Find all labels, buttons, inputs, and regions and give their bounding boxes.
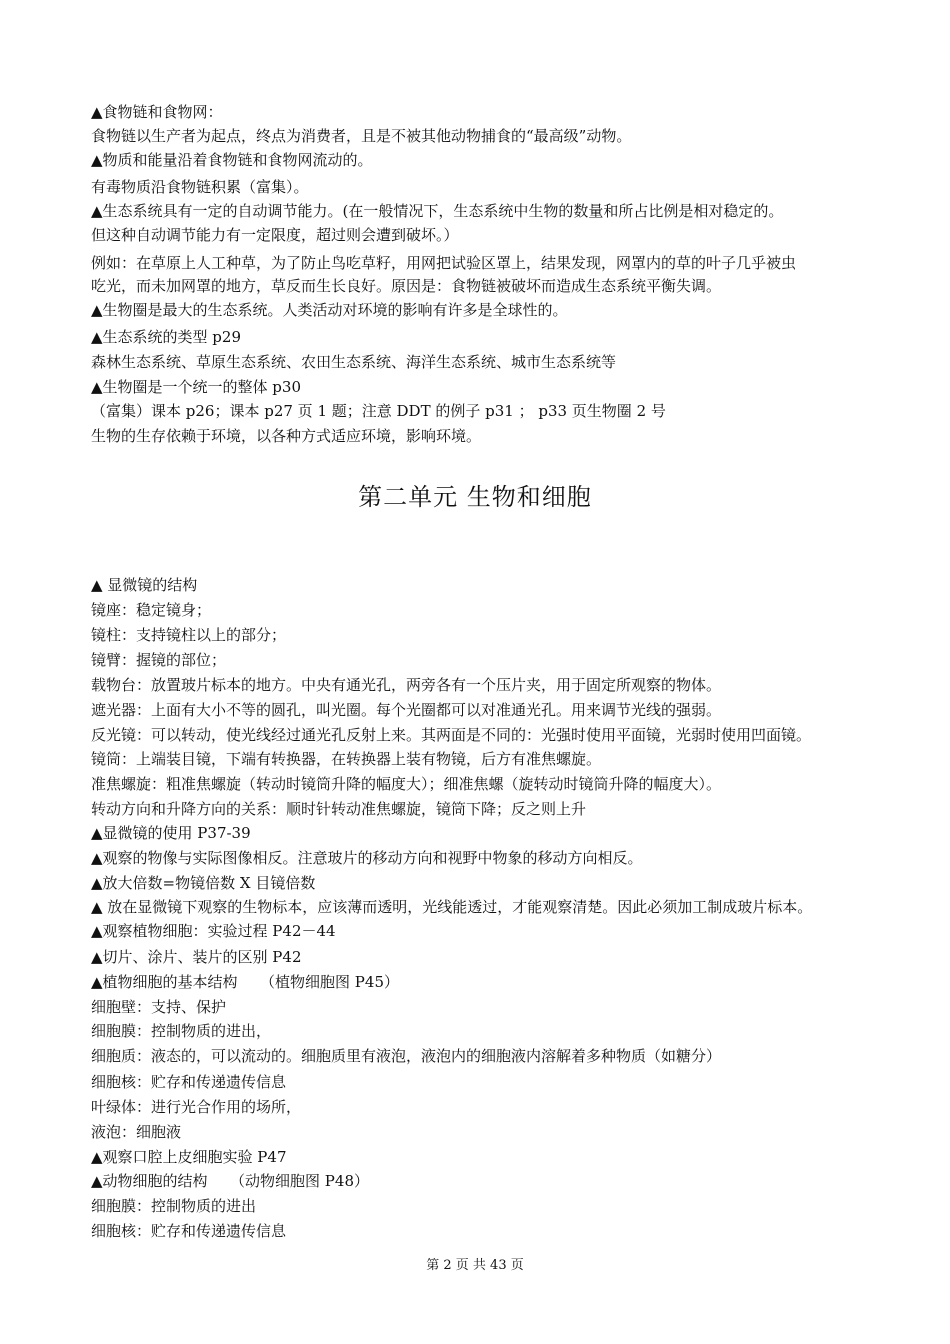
heading-oral-cell-experiment: ▲观察口腔上皮细胞实验 P47 — [91, 1148, 287, 1166]
text-line: 液泡：细胞液 — [91, 1123, 182, 1141]
heading-image-inverted: ▲观察的物像与实际图像相反。注意玻片的移动方向和视野中物象的移动方向相反。 — [91, 849, 643, 867]
heading-specimen: ▲ 放在显微镜下观察的生物标本，应该薄而透明，光线能透过，才能观察清楚。因此必须加工制成玻片标本。 — [91, 898, 813, 916]
heading-microscope-structure: ▲ 显微镜的结构 — [91, 576, 198, 594]
text-line: 细胞膜：控制物质的进出， — [91, 1022, 272, 1040]
text-line: 准焦螺旋：粗准焦螺旋（转动时镜筒升降的幅度大）；细准焦螺（旋转动时镜筒升降的幅度大）。 — [91, 775, 722, 793]
heading-slides: ▲切片、涂片、装片的区别 P42 — [91, 948, 302, 966]
heading-biosphere: ▲生物圈是最大的生态系统。人类活动对环境的影响有许多是全球性的。 — [91, 301, 568, 319]
heading-animal-cell-structure: ▲动物细胞的结构 （动物细胞图 P48） — [91, 1172, 369, 1190]
text-line: 细胞核：贮存和传递遗传信息 — [91, 1222, 287, 1240]
heading-magnification: ▲放大倍数=物镜倍数 X 目镜倍数 — [91, 874, 316, 892]
text-line: 吃光，而未加网罩的地方，草反而生长良好。原因是：食物链被破坏而造成生态系统平衡失调。 — [91, 277, 722, 295]
heading-food-chain: ▲食物链和食物网： — [91, 103, 223, 121]
text-line: 镜臂：握镜的部位； — [91, 651, 227, 669]
heading-biosphere-whole: ▲生物圈是一个统一的整体 p30 — [91, 378, 301, 396]
text-line: 镜柱：支持镜柱以上的部分； — [91, 626, 287, 644]
text-line: 反光镜：可以转动，使光线经过通光孔反射上来。其两面是不同的：光强时使用平面镜，光弱时使用凹面镜。 — [91, 726, 812, 744]
text-line: 遮光器：上面有大小不等的圆孔，叫光圈。每个光圈都可以对准通光孔。用来调节光线的强弱。 — [91, 701, 722, 719]
text-line: 载物台：放置玻片标本的地方。中央有通光孔，两旁各有一个压片夹，用于固定所观察的物体。 — [91, 676, 722, 694]
text-line: 但这种自动调节能力有一定限度，超过则会遭到破坏。） — [91, 226, 459, 244]
heading-microscope-use: ▲显微镜的使用 P37-39 — [91, 824, 251, 842]
text-line: 镜筒：上端装目镜，下端有转换器，在转换器上装有物镜，后方有准焦螺旋。 — [91, 750, 602, 768]
text-line: 镜座：稳定镜身； — [91, 601, 212, 619]
heading-plant-cell-structure: ▲植物细胞的基本结构 （植物细胞图 P45） — [91, 973, 399, 991]
text-line: 有毒物质沿食物链积累（富集）。 — [91, 178, 309, 196]
text-line: 细胞核：贮存和传递遗传信息 — [91, 1073, 287, 1091]
heading-ecosystem-types: ▲生态系统的类型 p29 — [91, 328, 241, 346]
example-text: 例如：在草原上人工种草，为了防止鸟吃草籽，用网把试验区罩上，结果发现，网罩内的草的叶子几乎被虫 — [91, 254, 797, 272]
text-line: 叶绿体：进行光合作用的场所， — [91, 1098, 302, 1116]
heading-observe-plant-cell: ▲观察植物细胞：实验过程 P42－44 — [91, 922, 336, 940]
text-line: 食物链以生产者为起点，终点为消费者，且是不被其他动物捕食的“最高级”动物。 — [91, 127, 632, 145]
unit-title: 第二单元 生物和细胞 — [358, 483, 592, 511]
text-line: 转动方向和升降方向的关系：顺时针转动准焦螺旋，镜筒下降；反之则上升 — [91, 800, 587, 818]
page-footer: 第 2 页 共 43 页 — [426, 1258, 524, 1273]
text-line: 细胞壁：支持、保护 — [91, 998, 227, 1016]
text-line: （富集）课本 p26；课本 p27 页 1 题；注意 DDT 的例子 p31 ； p33 页生物圈 2 号 — [91, 402, 666, 420]
heading-energy-flow: ▲物质和能量沿着食物链和食物网流动的。 — [91, 151, 373, 169]
text-line: 森林生态系统、草原生态系统、农田生态系统、海洋生态系统、城市生态系统等 — [91, 353, 617, 371]
text-line: 细胞膜：控制物质的进出 — [91, 1197, 257, 1215]
text-line: 生物的生存依赖于环境，以各种方式适应环境，影响环境。 — [91, 427, 482, 445]
heading-self-regulation: ▲生态系统具有一定的自动调节能力。(在一般情况下，生态系统中生物的数量和所占比例是相对稳定的。 — [91, 202, 784, 220]
text-line: 细胞质：液态的，可以流动的。细胞质里有液泡，液泡内的细胞液内溶解着多种物质（如糖分） — [91, 1047, 722, 1065]
